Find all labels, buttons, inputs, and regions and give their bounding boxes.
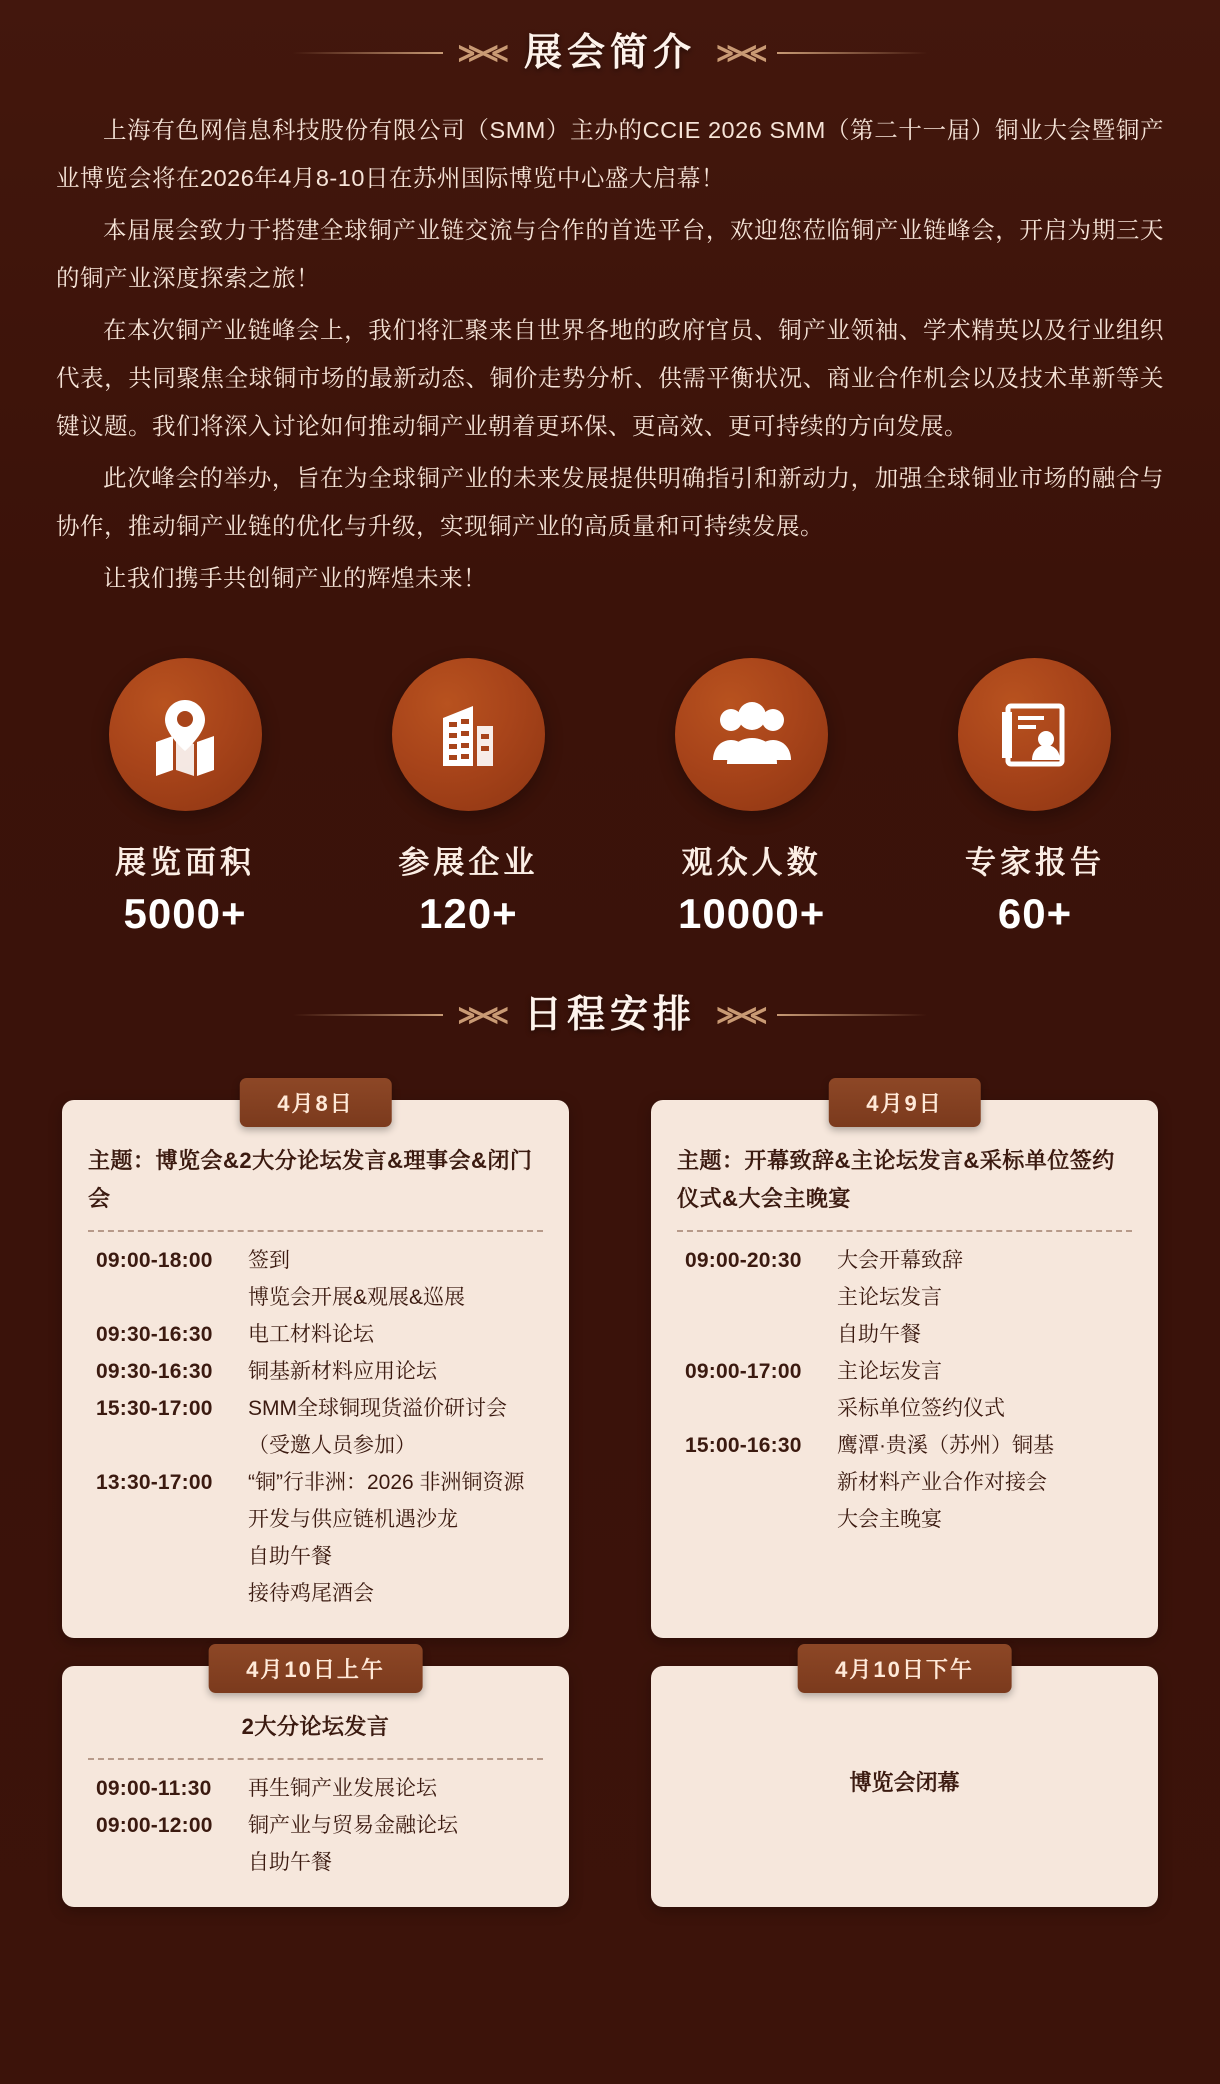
intro-paragraph: 此次峰会的举办，旨在为全球铜产业的未来发展提供明确指引和新动力，加强全球铜业市场的融合与协作，推动铜产业链的优化与升级，实现铜产业的高质量和可持续发展。 — [56, 465, 1164, 539]
stat-value: 120+ — [419, 890, 518, 937]
chevron-left-icon: ≫≪ — [457, 999, 504, 1030]
schedule-rows — [88, 1242, 543, 1612]
stat-value: 5000+ — [123, 890, 247, 937]
row-time — [677, 1316, 837, 1353]
section-heading-schedule — [0, 938, 1220, 1034]
row-time: 15:00-16:30 — [685, 1434, 802, 1457]
schedule-card-day3-afternoon — [651, 1657, 1158, 1907]
card-note: 博览会闭幕 — [849, 1770, 960, 1795]
card-date-tag: 4月10日下午 — [797, 1644, 1012, 1693]
schedule-row — [677, 1279, 1132, 1316]
stat-label: 展览面积 — [115, 845, 255, 880]
card-topic: 主题：博览会&2大分论坛发言&理事会&闭门会 — [88, 1148, 533, 1211]
row-desc: 鹰潭·贵溪（苏州）铜基 — [837, 1434, 1054, 1457]
card-topic: 2大分论坛发言 — [241, 1714, 390, 1739]
schedule-title: 日程安排 — [523, 994, 696, 1036]
row-desc: 再生铜产业发展论坛 — [248, 1777, 437, 1800]
row-desc: 铜产业与贸易金融论坛 — [248, 1814, 458, 1837]
schedule-cards — [62, 1091, 1158, 1947]
heading-rule-left — [293, 1014, 443, 1016]
schedule-rows — [677, 1242, 1132, 1538]
schedule-row — [677, 1501, 1132, 1538]
row-time — [88, 1844, 248, 1881]
row-desc: 自助午餐 — [248, 1545, 332, 1568]
stat-item — [915, 658, 1155, 938]
row-time — [677, 1279, 837, 1316]
stat-label: 专家报告 — [964, 845, 1105, 880]
heading-rule-right — [777, 52, 927, 54]
stat-item — [65, 658, 305, 938]
schedule-row — [88, 1390, 543, 1427]
schedule-row — [88, 1844, 543, 1881]
report-icon — [992, 692, 1078, 778]
heading-rule-right — [777, 1014, 927, 1016]
row-time: 13:30-17:00 — [96, 1471, 213, 1494]
stat-icon-circle — [958, 658, 1111, 811]
schedule-card-day1 — [62, 1091, 569, 1638]
row-time — [677, 1464, 837, 1501]
schedule-row — [88, 1464, 543, 1501]
section-heading-intro — [0, 0, 1220, 72]
schedule-row — [677, 1242, 1132, 1279]
people-icon — [707, 692, 797, 778]
stat-item — [632, 658, 872, 938]
schedule-card-day3-morning — [62, 1657, 569, 1907]
intro-text — [56, 106, 1164, 602]
row-time — [677, 1501, 837, 1538]
row-time — [88, 1575, 248, 1612]
page-title: 展会简介 — [523, 32, 696, 74]
row-time: 09:30-16:30 — [96, 1323, 213, 1346]
stats-row — [65, 658, 1155, 938]
row-time — [677, 1390, 837, 1427]
schedule-row — [677, 1390, 1132, 1427]
chevron-right-icon: ≫≪ — [716, 37, 763, 68]
row-desc: 采标单位签约仪式 — [837, 1397, 1005, 1420]
stat-item — [348, 658, 588, 938]
card-date-tag: 4月10日上午 — [208, 1644, 423, 1693]
schedule-rows — [88, 1770, 543, 1881]
card-divider — [88, 1230, 543, 1232]
row-desc: 新材料产业合作对接会 — [837, 1471, 1047, 1494]
row-time — [88, 1538, 248, 1575]
schedule-card-day2 — [651, 1091, 1158, 1638]
stat-label: 观众人数 — [681, 845, 822, 880]
intro-paragraph: 本届展会致力于搭建全球铜产业链交流与合作的首选平台，欢迎您莅临铜产业链峰会，开启为期三天的铜产业深度探索之旅！ — [56, 217, 1164, 291]
row-time: 09:00-20:30 — [685, 1249, 802, 1272]
row-desc: 主论坛发言 — [837, 1360, 942, 1383]
schedule-row — [677, 1353, 1132, 1390]
stat-value: 60+ — [997, 890, 1073, 937]
row-desc: 签到 — [248, 1249, 290, 1272]
row-desc: 接待鸡尾酒会 — [248, 1582, 374, 1605]
row-desc: 大会主晚宴 — [837, 1508, 942, 1531]
heading-rule-left — [293, 52, 443, 54]
card-date-tag: 4月9日 — [828, 1078, 980, 1127]
stat-icon-circle — [392, 658, 545, 811]
row-time — [88, 1501, 248, 1538]
schedule-row — [88, 1353, 543, 1390]
building-icon — [425, 692, 511, 778]
card-date-tag: 4月8日 — [239, 1078, 391, 1127]
chevron-right-icon: ≫≪ — [716, 999, 763, 1030]
schedule-row — [677, 1427, 1132, 1464]
row-time — [88, 1279, 248, 1316]
row-desc: 铜基新材料应用论坛 — [248, 1360, 437, 1383]
row-time: 09:00-17:00 — [685, 1360, 802, 1383]
row-desc: 大会开幕致辞 — [837, 1249, 963, 1272]
row-time: 15:30-17:00 — [96, 1397, 213, 1420]
row-desc: 开发与供应链机遇沙龙 — [248, 1508, 458, 1531]
schedule-row — [88, 1807, 543, 1844]
stat-value: 10000+ — [677, 890, 826, 937]
row-desc: 主论坛发言 — [837, 1286, 942, 1309]
card-topic: 主题：开幕致辞&主论坛发言&采标单位签约仪式&大会主晚宴 — [677, 1148, 1115, 1211]
schedule-row — [88, 1538, 543, 1575]
schedule-row — [88, 1242, 543, 1279]
row-time: 09:00-12:00 — [96, 1814, 213, 1837]
row-desc: 自助午餐 — [837, 1323, 921, 1346]
schedule-row — [677, 1316, 1132, 1353]
stat-icon-circle — [109, 658, 262, 811]
row-desc: 电工材料论坛 — [248, 1323, 374, 1346]
row-desc: “铜”行非洲：2026 非洲铜资源 — [248, 1471, 525, 1494]
schedule-row — [88, 1770, 543, 1807]
row-desc: （受邀人员参加） — [248, 1434, 416, 1457]
schedule-row — [88, 1575, 543, 1612]
stat-label: 参展企业 — [398, 845, 539, 880]
schedule-row — [677, 1464, 1132, 1501]
row-time: 09:00-11:30 — [96, 1777, 212, 1800]
intro-paragraph: 让我们携手共创铜产业的辉煌未来！ — [103, 565, 487, 591]
row-desc: 自助午餐 — [248, 1851, 332, 1874]
card-divider — [677, 1230, 1132, 1232]
schedule-row — [88, 1501, 543, 1538]
row-desc: 博览会开展&观展&巡展 — [248, 1286, 466, 1309]
row-time: 09:30-16:30 — [96, 1360, 213, 1383]
intro-paragraph: 在本次铜产业链峰会上，我们将汇聚来自世界各地的政府官员、铜产业领袖、学术精英以及行业组织代表，共同聚焦全球铜市场的最新动态、铜价走势分析、供需平衡状况、商业合作机会以及技术革新等关键议题。我们将深入讨论如何推动铜产业朝着更环保、更高效、更可持续的方向发展。 — [56, 317, 1164, 439]
schedule-row — [88, 1316, 543, 1353]
schedule-row — [88, 1279, 543, 1316]
stat-icon-circle — [675, 658, 828, 811]
chevron-left-icon: ≫≪ — [457, 37, 504, 68]
row-desc: SMM全球铜现货溢价研讨会 — [248, 1397, 507, 1420]
map-icon — [142, 692, 228, 778]
schedule-row — [88, 1427, 543, 1464]
row-time — [88, 1427, 248, 1464]
intro-paragraph: 上海有色网信息科技股份有限公司（SMM）主办的CCIE 2026 SMM（第二十一届）铜业大会暨铜产业博览会将在2026年4月8-10日在苏州国际博览中心盛大启幕！ — [56, 117, 1164, 191]
row-time: 09:00-18:00 — [96, 1249, 213, 1272]
card-divider — [88, 1758, 543, 1760]
